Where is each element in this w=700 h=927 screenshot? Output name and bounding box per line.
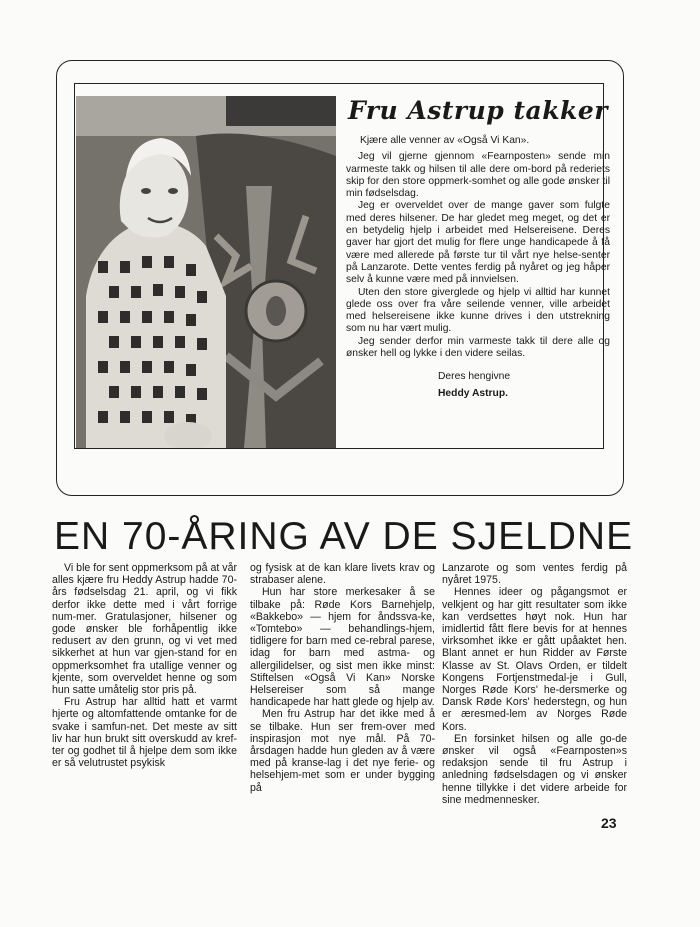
article-column-3 xyxy=(442,562,627,806)
article-paragraph: Vi ble for sent oppmerksom på at vår alles kjære fru Heddy Astrup hadde 70-års fødselsdag 21. april, og vi fikk derfor ikke dette med i vårt forrige num-mer. Gratulasjoner, hilsener og gode ønsker ble forhåpentlig ikke redusert av den grunn, og vi vet med sikkerhet at hun var gjen-stand for en oppmerksomhet fra utallige venner og kjente, som overveldet henne og som hun satte umåtelig stor pris på. xyxy=(52,562,237,697)
article-paragraph: Men fru Astrup har det ikke med å se tilbake. Hun ser frem-over med inspirasjon mot nye mål. På 70-årsdagen hadde hun gleden av å være med på kranse-lag i det nye ferie- og helsehjem-met som er under bygging på xyxy=(250,708,435,794)
letter-signoff xyxy=(346,368,610,402)
article-paragraph: Lanzarote og som ventes ferdig på nyåret 1975. xyxy=(442,562,627,587)
article-paragraph: og fysisk at de kan klare livets krav og strabaser alene. xyxy=(250,562,435,587)
article-paragraph: Fru Astrup har alltid hatt et varmt hjerte og altomfattende omtanke for de svake i samfun-net. Det meste av sitt liv har hun brukt sitt overskudd av kref-ter og godhet til å hjelpe dem som ikke er så velutrustet psykisk xyxy=(52,696,237,770)
article-column-2 xyxy=(250,562,435,794)
letter xyxy=(346,96,610,402)
page-number: 23 xyxy=(601,815,617,831)
letter-title: Fru Astrup takker xyxy=(348,96,608,125)
article-headline: EN 70-ÅRING AV DE SJELDNE xyxy=(54,515,634,558)
letter-paragraph: Uten den store giverglede og hjelp vi alltid har kunnet glede oss over fra våre seilende venner, ville arbeidet med helsereisene ikke kunne drives i den utstrekning som nu har vært mulig. xyxy=(346,286,610,335)
article-paragraph: Hun har store merkesaker å se tilbake på: Røde Kors Barnehjelp, «Bakkebo» — hjem for åndssva-ke, «Tomtebo» — behandlings-hjem, tidligere for barn med ce-rebral parese, idag for barn med astma- og allergilidelser, og sist men ikke minst: Stiftelsen «Også Vi Kan» Norske Helsereiser som så mange handicapede har hatt glede og hjelp av. xyxy=(250,586,435,709)
portrait-photo xyxy=(76,96,336,448)
letter-paragraph: Jeg sender derfor min varmeste takk til dere alle og ønsker hell og lykke i den videre seilas. xyxy=(346,335,610,360)
letter-signature: Heddy Astrup. xyxy=(438,388,508,400)
letter-closing: Deres hengivne xyxy=(438,371,511,383)
letter-paragraph: Jeg vil gjerne gjennom «Fearnposten» sende min varmeste takk og hilsen til alle dere om-bord på rederiets skip for den store oppmerk-somhet og alle gode ønsker til min fødselsdag. xyxy=(346,151,610,200)
article-paragraph: En forsinket hilsen og alle go-de ønsker vil også «Fearnposten»s redaksjon sende til fru Astrup i anledning fødselsdagen og vi ønsker henne tillykke i det videre arbeide for sine medmennesker. xyxy=(442,732,627,806)
article-paragraph: Hennes ideer og pågangsmot er velkjent og har gitt resultater som ikke kan verdsettes høyt nok. Hun har imidlertid fått flere bevis for at hennes virksomhet ikke er gått upåaktet hen. Blant annet er hun Ridder av Første Klasse av St. Olavs Orden, er tildelt Kongens Fortjenstmedal-je i Gull, Norges Røde Kors' he-dersmerke og Dansk Røde Kors' hederstegn, og hun er æresmed-lem av Norges Røde Kors. xyxy=(442,586,627,733)
article-column-1 xyxy=(52,562,237,769)
letter-paragraph: Jeg er overveldet over de mange gaver som fulgte med deres hilsener. De har gledet meg meget, og det er en betydelig hjelp i arbeidet med Helsereisene. Deres gaver har gjort det mulig for flere unge handicapede å få være med allerede på første tur til vårt nye helse-senter på Lanzarote. Dette ventes ferdig på nyåret og jeg håper selv å kunne være med på innvielsen. xyxy=(346,200,610,286)
letter-greeting: Kjære alle venner av «Også Vi Kan». xyxy=(360,135,530,146)
